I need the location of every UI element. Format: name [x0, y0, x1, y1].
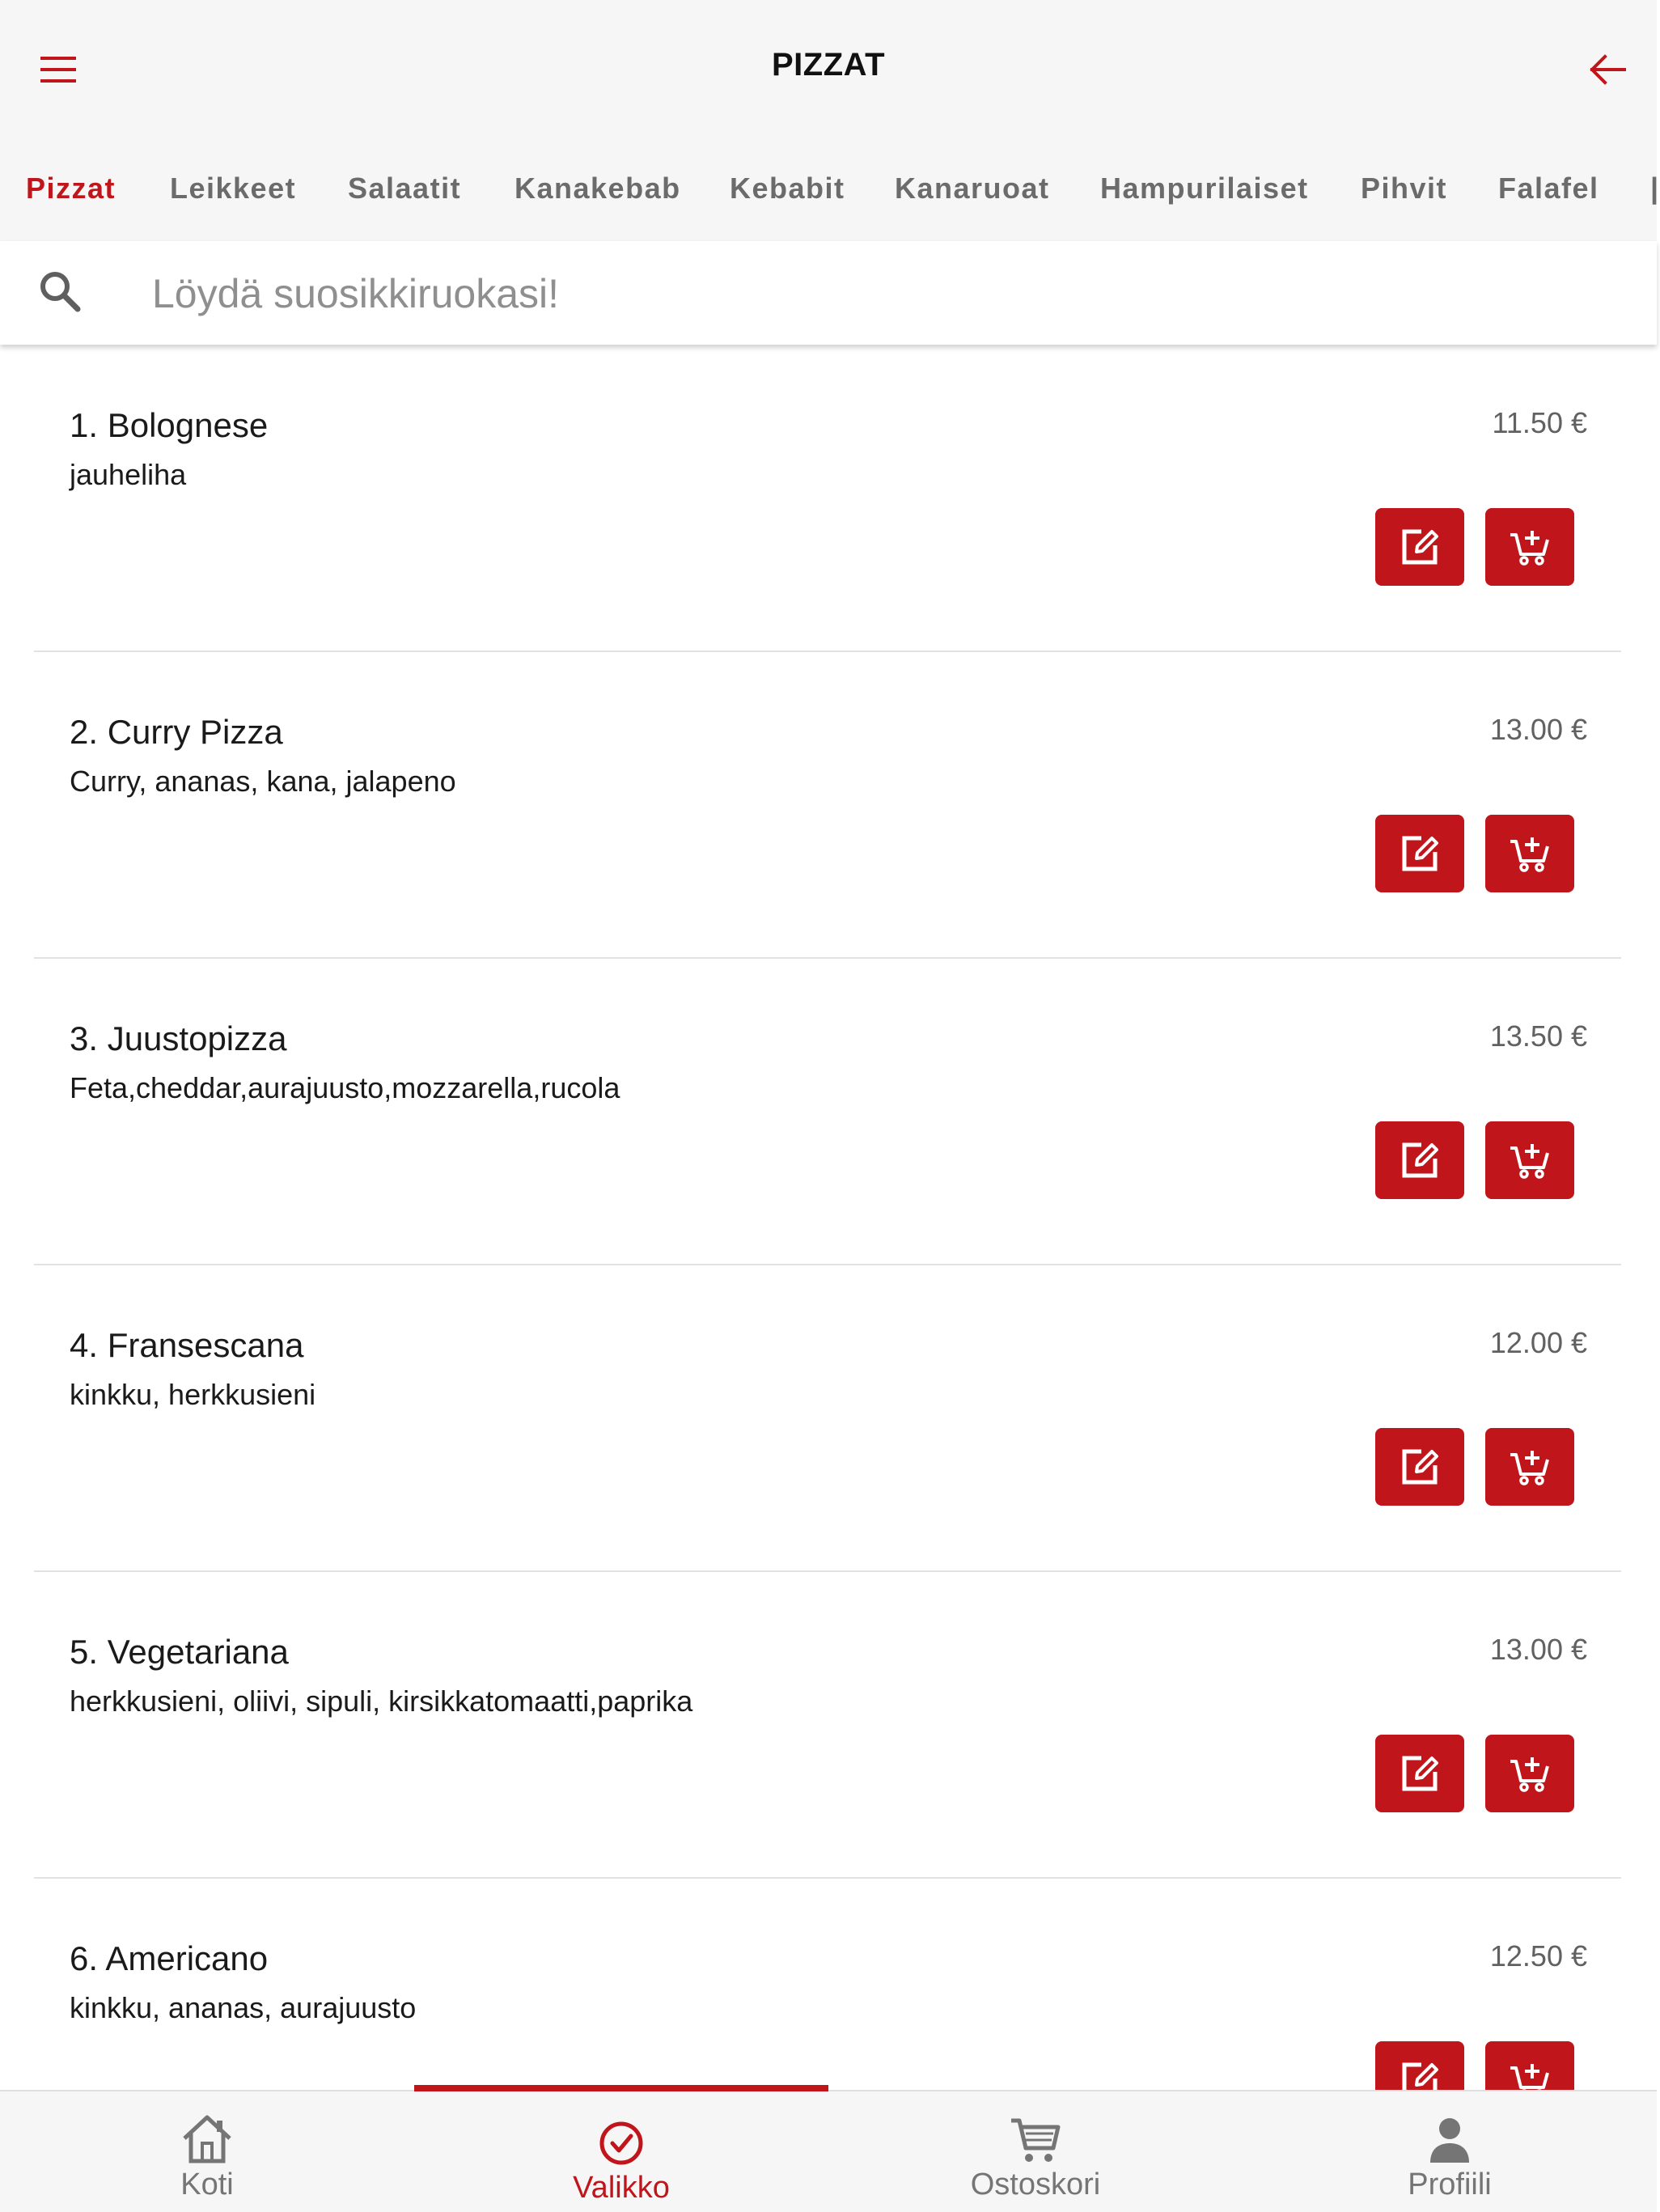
menu-item[interactable] — [34, 1265, 1621, 1572]
menu-item[interactable] — [34, 1571, 1621, 1879]
category-tabs — [0, 139, 1660, 241]
menu-item[interactable] — [34, 958, 1621, 1265]
tab-pihvit[interactable]: Pihvit — [1361, 172, 1448, 205]
nav-label: Koti — [180, 2168, 234, 2201]
nav-label: Valikko — [573, 2171, 670, 2205]
shopping-cart-icon — [1006, 2111, 1065, 2169]
nav-profile[interactable] — [1243, 2091, 1657, 2212]
tab-salaatit[interactable]: Salaatit — [348, 172, 462, 205]
nav-label: Ostoskori — [970, 2168, 1101, 2201]
item-price: 13.50 € — [1489, 1019, 1587, 1053]
page-title: PIZZAT — [771, 47, 885, 83]
edit-button[interactable] — [1375, 508, 1464, 586]
edit-icon — [1397, 1751, 1442, 1796]
item-name: 4. Fransescana — [70, 1326, 304, 1364]
tab-hampurilaiset[interactable]: Hampurilaiset — [1100, 172, 1309, 205]
add-to-cart-icon — [1507, 1138, 1552, 1183]
nav-menu[interactable] — [414, 2091, 828, 2212]
item-description: herkkusieni, oliivi, sipuli, kirsikkatomaatti,paprika — [70, 1684, 693, 1718]
menu-item[interactable] — [34, 651, 1621, 959]
item-price: 11.50 € — [1492, 406, 1587, 439]
nav-cart[interactable] — [828, 2091, 1243, 2212]
item-description: kinkku, herkkusieni — [70, 1378, 316, 1411]
bottom-navigation — [0, 2090, 1657, 2212]
item-price: 13.00 € — [1489, 1633, 1587, 1666]
item-name: 1. Bolognese — [70, 406, 269, 444]
nav-home[interactable] — [0, 2091, 414, 2212]
person-icon — [1421, 2111, 1479, 2169]
item-name: 5. Vegetariana — [70, 1633, 289, 1671]
nav-label: Profiili — [1408, 2168, 1492, 2201]
add-to-cart-button[interactable] — [1485, 1428, 1574, 1506]
app-bar — [0, 0, 1657, 139]
tab-kanaruoat[interactable]: Kanaruoat — [895, 172, 1050, 205]
item-name: 3. Juustopizza — [70, 1019, 287, 1057]
item-name: 6. Americano — [70, 1939, 269, 1977]
add-to-cart-button[interactable] — [1485, 1735, 1574, 1812]
edit-icon — [1397, 1138, 1442, 1183]
add-to-cart-icon — [1507, 1444, 1552, 1489]
home-icon — [178, 2111, 236, 2169]
menu-item[interactable] — [34, 345, 1621, 652]
tab-kebabit[interactable]: Kebabit — [730, 172, 845, 205]
add-to-cart-button[interactable] — [1485, 1121, 1574, 1199]
tab-kanakebab[interactable]: Kanakebab — [515, 172, 681, 205]
item-description: kinkku, ananas, aurajuusto — [70, 1991, 417, 2024]
search-input[interactable] — [150, 257, 1610, 330]
search-icon — [36, 267, 84, 316]
edit-icon — [1397, 524, 1442, 570]
check-circle-icon — [592, 2111, 650, 2169]
tab-falafel[interactable]: Falafel — [1498, 172, 1599, 205]
item-description: Curry, ananas, kana, jalapeno — [70, 765, 456, 798]
tab-leikkeet[interactable]: Leikkeet — [170, 172, 297, 205]
item-price: 12.00 € — [1489, 1326, 1587, 1359]
search-bar — [0, 241, 1657, 345]
edit-icon — [1397, 1444, 1442, 1489]
edit-button[interactable] — [1375, 1428, 1464, 1506]
item-description: Feta,cheddar,aurajuusto,mozzarella,rucola — [70, 1071, 620, 1104]
edit-button[interactable] — [1375, 1735, 1464, 1812]
edit-icon — [1397, 831, 1442, 876]
item-name: 2. Curry Pizza — [70, 713, 283, 751]
item-price: 13.00 € — [1489, 713, 1587, 746]
back-button[interactable] — [1577, 40, 1636, 99]
tab-next-cut-off[interactable]: | — [1650, 172, 1660, 205]
menu-list — [0, 345, 1657, 2090]
arrow-left-icon — [1587, 53, 1626, 86]
item-price: 12.50 € — [1489, 1939, 1587, 1973]
add-to-cart-button[interactable] — [1485, 508, 1574, 586]
add-to-cart-icon — [1507, 524, 1552, 570]
active-tab-indicator — [414, 2085, 828, 2091]
add-to-cart-button[interactable] — [1485, 815, 1574, 892]
item-description: jauheliha — [70, 458, 187, 491]
tab-pizzat[interactable]: Pizzat — [26, 172, 116, 205]
add-to-cart-icon — [1507, 1751, 1552, 1796]
add-to-cart-icon — [1507, 831, 1552, 876]
edit-button[interactable] — [1375, 1121, 1464, 1199]
edit-button[interactable] — [1375, 815, 1464, 892]
